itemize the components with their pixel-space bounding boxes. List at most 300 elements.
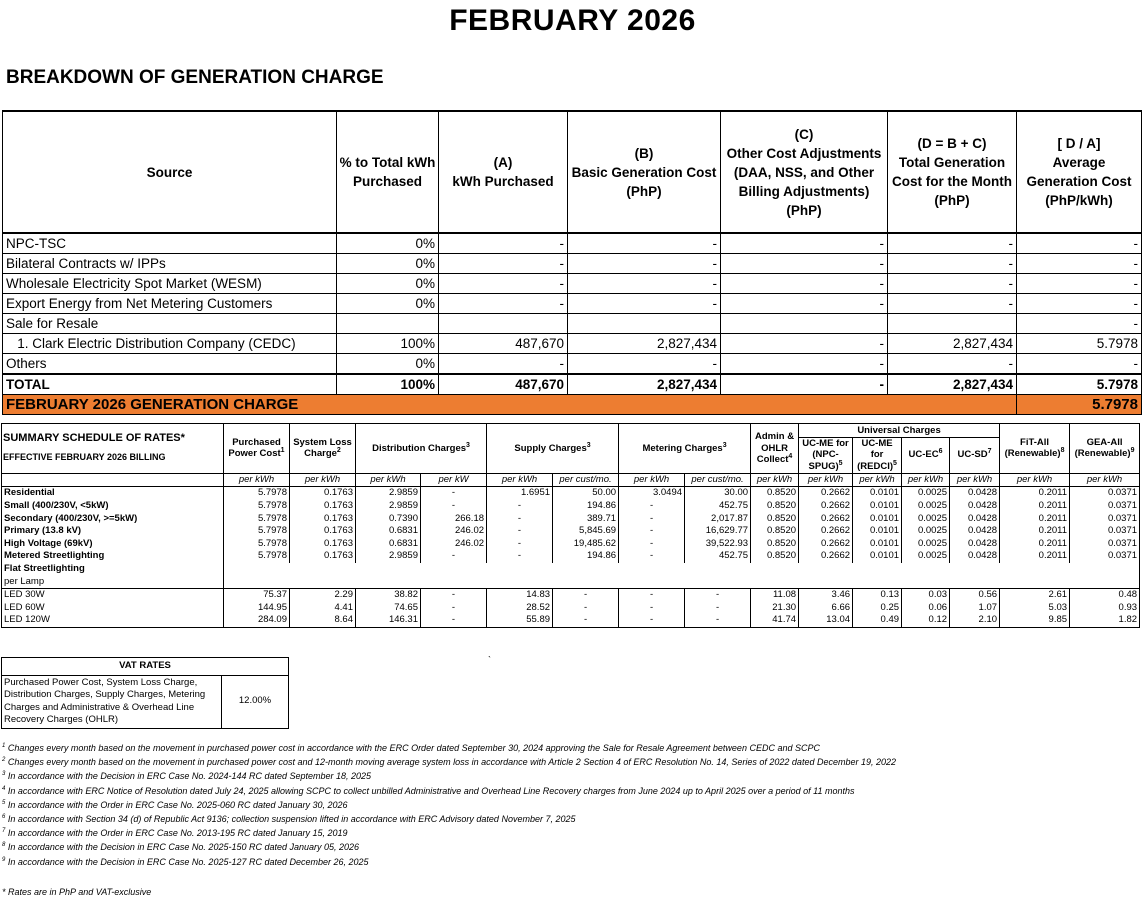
header-source: Source xyxy=(3,111,337,233)
rate-value: 246.02 xyxy=(421,525,487,538)
rate-value: 0.0101 xyxy=(853,512,902,525)
gen-cell-c: - xyxy=(721,274,888,294)
generation-row xyxy=(3,274,1142,294)
rate-class-name: Secondary (400/230V, >=5kW) xyxy=(2,512,224,525)
rate-value: - xyxy=(421,550,487,563)
generation-row xyxy=(3,233,1142,254)
gen-cell-b: - xyxy=(568,233,721,254)
gen-cell-pct: 0% xyxy=(337,354,439,375)
rate-value: 0.7390 xyxy=(356,512,421,525)
gen-cell-b: - xyxy=(568,294,721,314)
vat-rate: 12.00% xyxy=(222,675,289,728)
footnote-number: 3 xyxy=(2,771,6,778)
gen-cell-pct xyxy=(337,314,439,334)
header-percent: % to Total kWh Purchased xyxy=(337,111,439,233)
total-cell-a: 487,670 xyxy=(439,374,568,395)
rate-value: 0.6831 xyxy=(356,525,421,538)
rate-row xyxy=(2,588,1140,601)
rate-value: 8.64 xyxy=(290,614,356,627)
gen-cell-avg: - xyxy=(1017,294,1142,314)
gen-cell-d: - xyxy=(888,354,1017,375)
header-total-cost: (D = B + C) Total Generation Cost for the Month (PhP) xyxy=(888,111,1017,233)
rate-value: 0.0025 xyxy=(902,487,950,500)
hdr-ucme-npc: UC-ME for (NPC-SPUG)$^5$ xyxy=(799,437,853,473)
rate-value: 0.2662 xyxy=(799,550,853,563)
vat-title: VAT RATES xyxy=(2,658,289,676)
gen-cell-avg: - xyxy=(1017,314,1142,334)
rate-row xyxy=(2,538,1140,551)
gen-cell-a xyxy=(439,314,568,334)
rate-value: 21.30 xyxy=(751,602,799,615)
footnote-item xyxy=(2,798,896,812)
rate-value: 0.1763 xyxy=(290,487,356,500)
rate-value: 2.10 xyxy=(950,614,1000,627)
generation-row xyxy=(3,354,1142,375)
gen-cell-source: Bilateral Contracts w/ IPPs xyxy=(3,254,337,274)
gen-cell-c: - xyxy=(721,294,888,314)
rates-effective: EFFECTIVE FEBRUARY 2026 BILLING xyxy=(3,452,166,463)
gen-cell-a: - xyxy=(439,274,568,294)
rate-value: 1.6951 xyxy=(487,487,553,500)
rate-value: - xyxy=(487,538,553,551)
rate-value: 1.07 xyxy=(950,602,1000,615)
generation-charge-value: 5.7978 xyxy=(1017,395,1142,415)
rate-value: 30.00 xyxy=(685,487,751,500)
total-row xyxy=(3,374,1142,395)
rate-value: 0.2662 xyxy=(799,538,853,551)
gen-cell-avg: - xyxy=(1017,354,1142,375)
rate-value: 0.8520 xyxy=(751,525,799,538)
rate-value: 38.82 xyxy=(356,588,421,601)
rate-value: 0.0428 xyxy=(950,487,1000,500)
unit-cell: per kWh xyxy=(224,473,290,487)
rate-value: 0.0371 xyxy=(1070,550,1140,563)
rate-value: 0.0025 xyxy=(902,538,950,551)
rate-value: 5.7978 xyxy=(224,538,290,551)
header-basic-cost: (B) Basic Generation Cost (PhP) xyxy=(568,111,721,233)
rate-value: 266.18 xyxy=(421,512,487,525)
hdr-universal: Universal Charges xyxy=(799,424,1000,438)
unit-cell: per kWh xyxy=(1070,473,1140,487)
rate-value: 5.7978 xyxy=(224,500,290,513)
rate-value: - xyxy=(553,602,619,615)
header-average-cost: [ D / A] Average Generation Cost (PhP/kWh) xyxy=(1017,111,1142,233)
rate-value: - xyxy=(619,538,685,551)
rate-row xyxy=(2,614,1140,627)
gen-cell-c xyxy=(721,314,888,334)
generation-row xyxy=(3,254,1142,274)
rate-value: 14.83 xyxy=(487,588,553,601)
rate-row xyxy=(2,575,1140,588)
rate-value: 9.85 xyxy=(1000,614,1070,627)
unit-cell: per kWh xyxy=(853,473,902,487)
rate-value: 5.7978 xyxy=(224,550,290,563)
rate-value: 0.0101 xyxy=(853,538,902,551)
header-kwh: (A) kWh Purchased xyxy=(439,111,568,233)
rate-class-name: Primary (13.8 kV) xyxy=(2,525,224,538)
gen-cell-avg: - xyxy=(1017,233,1142,254)
gen-cell-avg: - xyxy=(1017,254,1142,274)
rate-value: 0.2011 xyxy=(1000,550,1070,563)
rate-row xyxy=(2,602,1140,615)
rate-value: - xyxy=(487,525,553,538)
section-title: BREAKDOWN OF GENERATION CHARGE xyxy=(6,67,384,88)
gen-cell-source: Export Energy from Net Metering Customers xyxy=(3,294,337,314)
hdr-admin: Admin & OHLR Collect$^4$ xyxy=(751,424,799,474)
rate-value: 0.48 xyxy=(1070,588,1140,601)
rate-value: - xyxy=(619,588,685,601)
rate-value: - xyxy=(619,525,685,538)
footnote-number: 2 xyxy=(2,757,6,764)
gen-cell-d: - xyxy=(888,274,1017,294)
generation-charge-label: FEBRUARY 2026 GENERATION CHARGE xyxy=(3,395,1017,415)
gen-cell-d: - xyxy=(888,294,1017,314)
rate-value: - xyxy=(619,614,685,627)
generation-row xyxy=(3,314,1142,334)
rate-value: 16,629.77 xyxy=(685,525,751,538)
rate-value: 0.56 xyxy=(950,588,1000,601)
header-other-adjustments: (C) Other Cost Adjustments (DAA, NSS, and Other Billing Adjustments) (PhP) xyxy=(721,111,888,233)
rate-value: 0.0025 xyxy=(902,550,950,563)
rate-value: 0.93 xyxy=(1070,602,1140,615)
generation-row xyxy=(3,334,1142,354)
rate-value: 0.2662 xyxy=(799,487,853,500)
rate-value: - xyxy=(487,550,553,563)
rate-value: 194.86 xyxy=(553,550,619,563)
rate-value: 452.75 xyxy=(685,550,751,563)
rate-class-name: LED 30W xyxy=(2,588,224,601)
gen-cell-c: - xyxy=(721,233,888,254)
rate-value: 0.8520 xyxy=(751,550,799,563)
total-cell-avg: 5.7978 xyxy=(1017,374,1142,395)
hdr-ucsd: $UC-SD^7$ xyxy=(950,437,1000,473)
rate-value: 0.0428 xyxy=(950,538,1000,551)
rate-value: 0.0371 xyxy=(1070,487,1140,500)
rate-value: 28.52 xyxy=(487,602,553,615)
footnote-text: In accordance with the Order in ERC Case No. 2013-195 RC dated January 15, 2019 xyxy=(5,828,348,839)
unit-cell: per kWh xyxy=(902,473,950,487)
rate-value: 194.86 xyxy=(553,500,619,513)
footnote-item xyxy=(2,840,896,854)
rate-value: 0.0371 xyxy=(1070,512,1140,525)
rate-value: 5.7978 xyxy=(224,512,290,525)
rates-footnote: * Rates are in PhP and VAT-exclusive xyxy=(2,887,152,897)
rate-value: - xyxy=(421,602,487,615)
total-cell-b: 2,827,434 xyxy=(568,374,721,395)
gen-cell-pct: 0% xyxy=(337,233,439,254)
rate-row xyxy=(2,500,1140,513)
rate-value: 0.2011 xyxy=(1000,525,1070,538)
rate-value: 0.0371 xyxy=(1070,500,1140,513)
gen-cell-b: - xyxy=(568,274,721,294)
gen-cell-b: - xyxy=(568,254,721,274)
gen-cell-b: - xyxy=(568,354,721,375)
rates-title-cell xyxy=(2,424,224,474)
generation-charge-table xyxy=(2,110,1142,415)
rate-value: 1.82 xyxy=(1070,614,1140,627)
unit-cell: per cust/mo. xyxy=(685,473,751,487)
rate-value: 284.09 xyxy=(224,614,290,627)
footnote-item xyxy=(2,812,896,826)
rate-value: 0.1763 xyxy=(290,512,356,525)
rate-value: 0.0428 xyxy=(950,500,1000,513)
rate-value: 0.0101 xyxy=(853,525,902,538)
footnote-number: 7 xyxy=(2,828,6,835)
footnote-number: 9 xyxy=(2,856,6,863)
gen-cell-d: - xyxy=(888,254,1017,274)
rate-value: 3.46 xyxy=(799,588,853,601)
gen-cell-source: Wholesale Electricity Spot Market (WESM) xyxy=(3,274,337,294)
rate-class-name: Small (400/230V, <5kW) xyxy=(2,500,224,513)
hdr-slc: System Loss Charge$^2$ xyxy=(290,424,356,474)
total-cell-source: TOTAL xyxy=(3,374,337,395)
rate-value: 74.65 xyxy=(356,602,421,615)
generation-row xyxy=(3,294,1142,314)
rate-value: 0.0025 xyxy=(902,512,950,525)
gen-cell-a: - xyxy=(439,233,568,254)
rate-value: 0.0428 xyxy=(950,512,1000,525)
footnote-item xyxy=(2,741,896,755)
rate-value: 0.8520 xyxy=(751,500,799,513)
unit-cell: per kWh xyxy=(356,473,421,487)
rate-value: 6.66 xyxy=(799,602,853,615)
rate-blank-cell xyxy=(224,575,1140,588)
rate-value: 0.8520 xyxy=(751,538,799,551)
rate-value: 13.04 xyxy=(799,614,853,627)
rates-title: SUMMARY SCHEDULE OF RATES* xyxy=(3,431,185,444)
gen-cell-pct: 0% xyxy=(337,274,439,294)
gen-cell-a: - xyxy=(439,294,568,314)
rate-class-name: Flat Streetlighting xyxy=(2,563,224,576)
rate-row xyxy=(2,563,1140,576)
rate-value: 0.0025 xyxy=(902,525,950,538)
rate-value: - xyxy=(619,500,685,513)
footnote-number: 1 xyxy=(2,743,6,749)
footnote-item xyxy=(2,826,896,840)
rate-row xyxy=(2,550,1140,563)
rate-value: 0.0428 xyxy=(950,550,1000,563)
footnote-number: 4 xyxy=(2,785,6,792)
rate-value: 4.41 xyxy=(290,602,356,615)
footnote-text: In accordance with the Order in ERC Case No. 2025-060 RC dated January 30, 2026 xyxy=(5,799,348,810)
page-title: FEBRUARY 2026 xyxy=(449,4,696,37)
rate-value: 19,485.62 xyxy=(553,538,619,551)
hdr-distribution: Distribution Charges$^3$ xyxy=(356,424,487,474)
rate-value: 2.9859 xyxy=(356,550,421,563)
gen-cell-source: Others xyxy=(3,354,337,375)
gen-cell-a: - xyxy=(439,354,568,375)
rate-value: - xyxy=(619,550,685,563)
total-cell-pct: 100% xyxy=(337,374,439,395)
rate-value: 0.03 xyxy=(902,588,950,601)
rate-value: 0.8520 xyxy=(751,487,799,500)
rate-class-name: LED 60W xyxy=(2,602,224,615)
generation-charge-row xyxy=(3,395,1142,415)
gen-cell-d: 2,827,434 xyxy=(888,334,1017,354)
rate-value: 0.0101 xyxy=(853,550,902,563)
footnote-item xyxy=(2,755,896,769)
footnote-text: In accordance with ERC Notice of Resolution dated July 24, 2025 allowing SCPC to collect unbilled Administrative and Overhead Line Recovery charges from June 2024 up to April 2025 over a period of 11 months xyxy=(5,785,855,796)
hdr-ucec: $UC-EC^6$ xyxy=(902,437,950,473)
rate-value: - xyxy=(421,487,487,500)
rate-value: 0.1763 xyxy=(290,525,356,538)
rate-value: 11.08 xyxy=(751,588,799,601)
rate-value: 5,845.69 xyxy=(553,525,619,538)
rate-value: 3.0494 xyxy=(619,487,685,500)
gen-cell-avg: - xyxy=(1017,274,1142,294)
rate-row xyxy=(2,512,1140,525)
rate-value: - xyxy=(619,602,685,615)
total-cell-d: 2,827,434 xyxy=(888,374,1017,395)
rate-value: 0.13 xyxy=(853,588,902,601)
rate-value: 2.29 xyxy=(290,588,356,601)
unit-cell: per kW xyxy=(421,473,487,487)
rate-class-name: Metered Streetlighting xyxy=(2,550,224,563)
rate-class-name: High Voltage (69kV) xyxy=(2,538,224,551)
rate-value: 0.25 xyxy=(853,602,902,615)
gen-cell-d: - xyxy=(888,233,1017,254)
rate-value: - xyxy=(685,588,751,601)
footnote-text: Changes every month based on the movement in purchased power cost in accordance with the ERC Order dated September 30, 2024 approving the Sale for Resale Agreement between CEDC and SCPC xyxy=(5,743,820,753)
footnote-text: Changes every month based on the movement in purchased power cost and 12-month moving average system loss in accordance with Article 2 Section 4 of ERC Resolution No. 14, Series of 2022 dated December 19, 2022 xyxy=(5,757,897,768)
rate-value: 0.0101 xyxy=(853,487,902,500)
rate-value: 0.0025 xyxy=(902,500,950,513)
rate-value: 0.0371 xyxy=(1070,538,1140,551)
footnote-text: In accordance with the Decision in ERC Case No. 2025-150 RC dated January 05, 2026 xyxy=(5,842,360,853)
rate-value: 0.2662 xyxy=(799,525,853,538)
rate-value: 0.2011 xyxy=(1000,487,1070,500)
rate-value: 5.03 xyxy=(1000,602,1070,615)
rate-value: 2,017.87 xyxy=(685,512,751,525)
rate-value: 0.49 xyxy=(853,614,902,627)
rate-value: 39,522.93 xyxy=(685,538,751,551)
footnotes xyxy=(2,741,896,869)
vat-rates-table xyxy=(1,657,289,729)
rate-value: 2.9859 xyxy=(356,487,421,500)
rate-value: 41.74 xyxy=(751,614,799,627)
unit-cell: per kWh xyxy=(950,473,1000,487)
footnote-number: 5 xyxy=(2,799,6,806)
unit-cell: per kWh xyxy=(751,473,799,487)
summary-schedule-of-rates xyxy=(1,423,1140,628)
rate-value: 0.2011 xyxy=(1000,512,1070,525)
unit-cell: per kWh xyxy=(799,473,853,487)
rate-value: 5.7978 xyxy=(224,487,290,500)
gen-cell-a: 487,670 xyxy=(439,334,568,354)
gen-cell-b xyxy=(568,314,721,334)
rate-value: 0.2011 xyxy=(1000,500,1070,513)
gen-cell-c: - xyxy=(721,354,888,375)
hdr-gea: GEA-All (Renewable)$^9$ xyxy=(1070,424,1140,474)
gen-cell-avg: 5.7978 xyxy=(1017,334,1142,354)
rate-value: - xyxy=(685,602,751,615)
rate-value: 0.2011 xyxy=(1000,538,1070,551)
rate-value: 452.75 xyxy=(685,500,751,513)
rate-value: 2.9859 xyxy=(356,500,421,513)
rate-value: - xyxy=(619,512,685,525)
rate-value: 389.71 xyxy=(553,512,619,525)
rate-value: 0.2662 xyxy=(799,512,853,525)
gen-cell-source: Sale for Resale xyxy=(3,314,337,334)
rate-value: - xyxy=(487,500,553,513)
unit-cell: per kWh xyxy=(487,473,553,487)
rate-value: - xyxy=(553,614,619,627)
rate-value: 0.6831 xyxy=(356,538,421,551)
hdr-metering: Metering Charges$^3$ xyxy=(619,424,751,474)
rate-value: 75.37 xyxy=(224,588,290,601)
rate-class-name: Residential xyxy=(2,487,224,500)
gen-cell-source: 1. Clark Electric Distribution Company (CEDC) xyxy=(3,334,337,354)
rate-value: 0.1763 xyxy=(290,538,356,551)
footnote-text: In accordance with the Decision in ERC Case No. 2024-144 RC dated September 18, 2025 xyxy=(5,771,372,782)
footnote-number: 8 xyxy=(2,842,6,849)
unit-cell: per kWh xyxy=(290,473,356,487)
rate-value: 2.61 xyxy=(1000,588,1070,601)
rate-value: - xyxy=(421,614,487,627)
rate-value: 0.1763 xyxy=(290,550,356,563)
rate-value: - xyxy=(421,500,487,513)
rate-value: 246.02 xyxy=(421,538,487,551)
rate-value: - xyxy=(487,512,553,525)
units-row xyxy=(2,473,1140,487)
rate-value: 50.00 xyxy=(553,487,619,500)
rate-value: 144.95 xyxy=(224,602,290,615)
rate-value: 146.31 xyxy=(356,614,421,627)
stray-mark: ` xyxy=(488,655,491,665)
gen-cell-pct: 0% xyxy=(337,294,439,314)
rate-value: 55.89 xyxy=(487,614,553,627)
rate-value: 0.12 xyxy=(902,614,950,627)
unit-cell: per kWh xyxy=(1000,473,1070,487)
total-cell-c: - xyxy=(721,374,888,395)
unit-cell: per kWh xyxy=(619,473,685,487)
rate-value: 0.0371 xyxy=(1070,525,1140,538)
rate-value: 0.0101 xyxy=(853,500,902,513)
footnote-number: 6 xyxy=(2,814,6,821)
hdr-fit: FiT-All (Renewable)$^8$ xyxy=(1000,424,1070,474)
rate-value: - xyxy=(685,614,751,627)
hdr-ucme-redci: UC-ME for (REDCI)$^5$ xyxy=(853,437,902,473)
rate-value: 0.8520 xyxy=(751,512,799,525)
footnote-text: In accordance with Section 34 (d) of Republic Act 9136; collection suspension lifted in accordance with ERC Advisory dated November 7, 2025 xyxy=(5,814,576,825)
gen-cell-pct: 0% xyxy=(337,254,439,274)
gen-cell-pct: 100% xyxy=(337,334,439,354)
rate-row xyxy=(2,525,1140,538)
rate-value: 0.2662 xyxy=(799,500,853,513)
rate-row xyxy=(2,487,1140,500)
footnote-item xyxy=(2,784,896,798)
rate-blank-cell xyxy=(224,563,1140,576)
rate-value: 0.0428 xyxy=(950,525,1000,538)
vat-description: Purchased Power Cost, System Loss Charge, Distribution Charges, Supply Charges, Metering Charges and Administrative & Overhead Line Recovery Charges (OHLR) xyxy=(2,675,222,728)
rate-value: - xyxy=(421,588,487,601)
rate-value: 0.06 xyxy=(902,602,950,615)
hdr-supply: Supply Charges$^3$ xyxy=(487,424,619,474)
rate-class-name: LED 120W xyxy=(2,614,224,627)
gen-cell-d xyxy=(888,314,1017,334)
hdr-ppc: Purchased Power Cost$^1$ xyxy=(224,424,290,474)
footnote-item xyxy=(2,855,896,869)
gen-cell-b: 2,827,434 xyxy=(568,334,721,354)
gen-cell-a: - xyxy=(439,254,568,274)
unit-cell: per cust/mo. xyxy=(553,473,619,487)
footnote-text: In accordance with the Decision in ERC Case No. 2025-127 RC dated December 26, 2025 xyxy=(5,856,369,867)
footnote-item xyxy=(2,769,896,783)
rate-value: 0.1763 xyxy=(290,500,356,513)
gen-cell-c: - xyxy=(721,334,888,354)
gen-cell-source: NPC-TSC xyxy=(3,233,337,254)
rate-value: 5.7978 xyxy=(224,525,290,538)
